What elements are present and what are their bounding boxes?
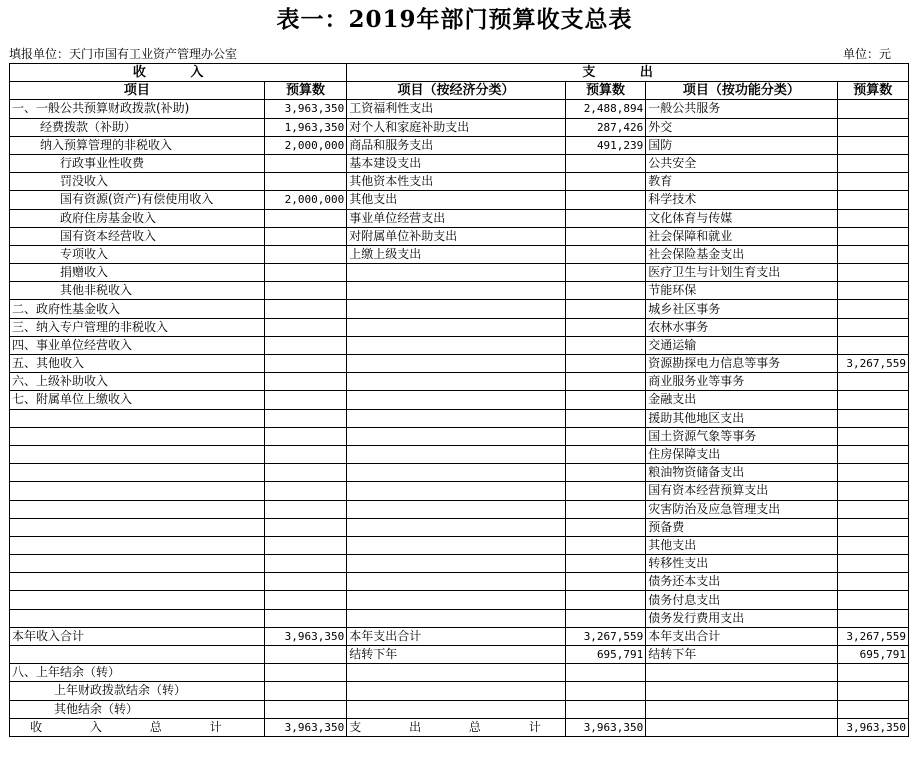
income-amount-cell [264, 336, 346, 354]
func-amount-cell: 3,267,559 [837, 355, 908, 373]
income-item-cell: 上年财政拨款结余（转） [10, 682, 265, 700]
income-item-cell [10, 518, 265, 536]
econ-item-cell [347, 482, 565, 500]
table-row [10, 191, 909, 209]
econ-item-cell: 其他资本性支出 [347, 173, 565, 191]
income-item-cell: 其他非税收入 [10, 282, 265, 300]
econ-amount-cell [565, 445, 646, 463]
func-amount-cell [837, 209, 908, 227]
econ-item-cell: 对附属单位补助支出 [347, 227, 565, 245]
income-item-cell: 五、其他收入 [10, 355, 265, 373]
table-row [10, 427, 909, 445]
econ-amount-cell [565, 227, 646, 245]
econ-amount-cell [565, 409, 646, 427]
table-row [10, 555, 909, 573]
func-item-cell: 债务付息支出 [646, 591, 837, 609]
econ-item-cell: 基本建设支出 [347, 154, 565, 172]
income-item-cell [10, 536, 265, 554]
income-amount-cell: 1,963,350 [264, 118, 346, 136]
income-item-cell [10, 609, 265, 627]
income-item-cell: 国有资源(资产)有偿使用收入 [10, 191, 265, 209]
table-row [10, 227, 909, 245]
econ-amount-cell [565, 573, 646, 591]
econ-item-cell [347, 464, 565, 482]
table-row [10, 209, 909, 227]
econ-item-cell [347, 373, 565, 391]
func-amount-cell [837, 682, 908, 700]
income-amount-cell: 2,000,000 [264, 136, 346, 154]
income-amount-cell [264, 264, 346, 282]
func-amount-cell [837, 191, 908, 209]
econ-item-cell [347, 664, 565, 682]
income-item-cell [10, 555, 265, 573]
econ-item-cell: 本年支出合计 [347, 627, 565, 645]
income-amount-cell [264, 500, 346, 518]
income-header: 收 入 [10, 64, 347, 82]
func-item-cell: 本年支出合计 [646, 627, 837, 645]
func-amount-cell [837, 609, 908, 627]
func-item-cell: 外交 [646, 118, 837, 136]
func-amount-cell [837, 573, 908, 591]
income-item-cell: 本年收入合计 [10, 627, 265, 645]
econ-item-cell [347, 500, 565, 518]
income-amount-cell [264, 409, 346, 427]
income-amount-cell [264, 245, 346, 263]
func-item-cell: 国有资本经营预算支出 [646, 482, 837, 500]
func-item-cell: 国防 [646, 136, 837, 154]
income-item-cell [10, 500, 265, 518]
econ-amount-cell: 287,426 [565, 118, 646, 136]
income-amount-cell [264, 154, 346, 172]
econ-amount-cell: 491,239 [565, 136, 646, 154]
income-item-cell: 收 入 总 计 [10, 718, 265, 736]
income-amount-cell [264, 536, 346, 554]
income-item-cell: 二、政府性基金收入 [10, 300, 265, 318]
table-row [10, 464, 909, 482]
func-item-cell: 预备费 [646, 518, 837, 536]
table-row [10, 173, 909, 191]
econ-amount-cell [565, 591, 646, 609]
econ-amount-cell: 3,267,559 [565, 627, 646, 645]
econ-amount-cell [565, 555, 646, 573]
func-item-cell: 城乡社区事务 [646, 300, 837, 318]
income-amount-cell [264, 391, 346, 409]
col-header-item: 项目 [10, 82, 265, 100]
func-amount-cell [837, 318, 908, 336]
func-amount-cell [837, 245, 908, 263]
econ-amount-cell [565, 482, 646, 500]
income-item-cell: 一、一般公共预算财政拨款(补助) [10, 100, 265, 118]
table-row [10, 591, 909, 609]
table-row [10, 627, 909, 645]
func-amount-cell [837, 591, 908, 609]
func-item-cell: 资源勘探电力信息等事务 [646, 355, 837, 373]
func-amount-cell: 3,963,350 [837, 718, 908, 736]
income-amount-cell: 3,963,350 [264, 100, 346, 118]
income-item-cell: 专项收入 [10, 245, 265, 263]
income-amount-cell [264, 300, 346, 318]
func-item-cell: 公共安全 [646, 154, 837, 172]
econ-item-cell: 对个人和家庭补助支出 [347, 118, 565, 136]
table-row [10, 355, 909, 373]
econ-amount-cell [565, 318, 646, 336]
econ-item-cell [347, 391, 565, 409]
income-amount-cell [264, 282, 346, 300]
income-item-cell: 六、上级补助收入 [10, 373, 265, 391]
func-amount-cell [837, 136, 908, 154]
econ-item-cell: 其他支出 [347, 191, 565, 209]
table-row [10, 136, 909, 154]
income-amount-cell [264, 464, 346, 482]
income-amount-cell [264, 373, 346, 391]
func-amount-cell [837, 555, 908, 573]
income-amount-cell [264, 227, 346, 245]
income-item-cell [10, 427, 265, 445]
econ-item-cell [347, 409, 565, 427]
income-item-cell: 三、纳入专户管理的非税收入 [10, 318, 265, 336]
income-item-cell [10, 445, 265, 463]
econ-amount-cell [565, 282, 646, 300]
func-item-cell: 债务还本支出 [646, 573, 837, 591]
econ-amount-cell [565, 173, 646, 191]
econ-item-cell: 工资福利性支出 [347, 100, 565, 118]
income-amount-cell: 3,963,350 [264, 718, 346, 736]
econ-item-cell [347, 264, 565, 282]
table-row [10, 100, 909, 118]
func-amount-cell [837, 536, 908, 554]
econ-amount-cell [565, 609, 646, 627]
income-amount-cell [264, 173, 346, 191]
income-amount-cell [264, 609, 346, 627]
func-item-cell: 金融支出 [646, 391, 837, 409]
income-amount-cell [264, 518, 346, 536]
econ-amount-cell [565, 209, 646, 227]
econ-amount-cell [565, 464, 646, 482]
table-row [10, 682, 909, 700]
income-item-cell [10, 409, 265, 427]
func-amount-cell [837, 227, 908, 245]
income-amount-cell: 3,963,350 [264, 627, 346, 645]
func-amount-cell [837, 154, 908, 172]
income-item-cell [10, 591, 265, 609]
func-item-cell: 转移性支出 [646, 555, 837, 573]
header-row-columns [10, 82, 909, 100]
func-item-cell: 节能环保 [646, 282, 837, 300]
func-item-cell: 灾害防治及应急管理支出 [646, 500, 837, 518]
func-amount-cell [837, 264, 908, 282]
table-row [10, 300, 909, 318]
func-item-cell: 教育 [646, 173, 837, 191]
func-item-cell: 国土资源气象等事务 [646, 427, 837, 445]
income-item-cell: 经费拨款（补助） [10, 118, 265, 136]
income-amount-cell [264, 445, 346, 463]
econ-item-cell [347, 555, 565, 573]
econ-amount-cell [565, 700, 646, 718]
income-item-cell [10, 573, 265, 591]
income-item-cell [10, 646, 265, 664]
table-row [10, 500, 909, 518]
table-row [10, 336, 909, 354]
income-item-cell: 七、附属单位上缴收入 [10, 391, 265, 409]
budget-table [9, 63, 909, 737]
func-item-cell: 交通运输 [646, 336, 837, 354]
econ-item-cell [347, 318, 565, 336]
func-item-cell: 结转下年 [646, 646, 837, 664]
econ-amount-cell [565, 336, 646, 354]
func-item-cell [646, 718, 837, 736]
econ-amount-cell: 3,963,350 [565, 718, 646, 736]
budget-table-body [10, 64, 909, 737]
col-header-income-amount: 预算数 [264, 82, 346, 100]
econ-item-cell: 结转下年 [347, 646, 565, 664]
func-item-cell: 科学技术 [646, 191, 837, 209]
func-item-cell: 其他支出 [646, 536, 837, 554]
currency-unit: 单位：元 [842, 47, 891, 61]
econ-item-cell [347, 609, 565, 627]
func-amount-cell [837, 445, 908, 463]
income-amount-cell [264, 482, 346, 500]
econ-amount-cell [565, 427, 646, 445]
func-amount-cell [837, 300, 908, 318]
func-amount-cell [837, 173, 908, 191]
func-amount-cell [837, 700, 908, 718]
table-row [10, 700, 909, 718]
income-item-cell: 国有资本经营收入 [10, 227, 265, 245]
table-row [10, 391, 909, 409]
econ-item-cell: 支 出 总 计 [347, 718, 565, 736]
func-item-cell: 社会保险基金支出 [646, 245, 837, 263]
income-amount-cell [264, 664, 346, 682]
econ-item-cell [347, 282, 565, 300]
func-amount-cell [837, 500, 908, 518]
table-row [10, 318, 909, 336]
func-amount-cell [837, 118, 908, 136]
income-item-cell: 捐赠收入 [10, 264, 265, 282]
econ-amount-cell [565, 355, 646, 373]
table-row [10, 154, 909, 172]
func-item-cell: 一般公共服务 [646, 100, 837, 118]
func-amount-cell [837, 518, 908, 536]
econ-amount-cell [565, 391, 646, 409]
income-amount-cell [264, 591, 346, 609]
func-amount-cell [837, 100, 908, 118]
income-item-cell: 罚没收入 [10, 173, 265, 191]
econ-item-cell [347, 300, 565, 318]
func-item-cell: 援助其他地区支出 [646, 409, 837, 427]
econ-amount-cell [565, 518, 646, 536]
expense-header: 支 出 [347, 64, 909, 82]
func-item-cell [646, 682, 837, 700]
econ-item-cell [347, 573, 565, 591]
income-amount-cell [264, 646, 346, 664]
income-amount-cell [264, 209, 346, 227]
econ-item-cell [347, 336, 565, 354]
reporting-unit: 填报单位：天门市国有工业资产管理办公室 [9, 47, 238, 61]
econ-amount-cell: 695,791 [565, 646, 646, 664]
func-item-cell: 医疗卫生与计划生育支出 [646, 264, 837, 282]
income-amount-cell [264, 682, 346, 700]
table-row [10, 518, 909, 536]
income-amount-cell [264, 427, 346, 445]
col-header-func-amount: 预算数 [837, 82, 908, 100]
table-row [10, 282, 909, 300]
table-row [10, 373, 909, 391]
income-amount-cell [264, 573, 346, 591]
func-amount-cell: 695,791 [837, 646, 908, 664]
table-row [10, 118, 909, 136]
income-amount-cell [264, 318, 346, 336]
func-amount-cell [837, 664, 908, 682]
func-item-cell: 债务发行费用支出 [646, 609, 837, 627]
econ-amount-cell [565, 300, 646, 318]
econ-item-cell [347, 518, 565, 536]
func-amount-cell [837, 373, 908, 391]
table-row [10, 718, 909, 736]
econ-item-cell: 商品和服务支出 [347, 136, 565, 154]
col-header-func-item: 项目（按功能分类） [646, 82, 837, 100]
income-item-cell: 行政事业性收费 [10, 154, 265, 172]
func-amount-cell [837, 464, 908, 482]
econ-item-cell [347, 591, 565, 609]
table-row [10, 609, 909, 627]
econ-amount-cell [565, 264, 646, 282]
econ-amount-cell [565, 191, 646, 209]
income-amount-cell [264, 355, 346, 373]
econ-amount-cell [565, 245, 646, 263]
income-item-cell [10, 482, 265, 500]
econ-item-cell: 上缴上级支出 [347, 245, 565, 263]
table-row [10, 409, 909, 427]
table-row [10, 264, 909, 282]
func-item-cell [646, 664, 837, 682]
econ-amount-cell [565, 536, 646, 554]
econ-item-cell [347, 355, 565, 373]
func-item-cell: 商业服务业等事务 [646, 373, 837, 391]
econ-amount-cell [565, 154, 646, 172]
econ-amount-cell: 2,488,894 [565, 100, 646, 118]
table-row [10, 664, 909, 682]
header-row-group [10, 64, 909, 82]
func-amount-cell: 3,267,559 [837, 627, 908, 645]
econ-amount-cell [565, 373, 646, 391]
table-row [10, 245, 909, 263]
func-amount-cell [837, 427, 908, 445]
econ-item-cell [347, 536, 565, 554]
income-item-cell: 其他结余（转） [10, 700, 265, 718]
econ-amount-cell [565, 664, 646, 682]
col-header-econ-item: 项目（按经济分类） [347, 82, 565, 100]
econ-item-cell [347, 682, 565, 700]
func-item-cell: 文化体育与传媒 [646, 209, 837, 227]
table-row [10, 536, 909, 554]
table-row [10, 482, 909, 500]
econ-item-cell [347, 700, 565, 718]
income-item-cell: 政府住房基金收入 [10, 209, 265, 227]
func-item-cell: 粮油物资储备支出 [646, 464, 837, 482]
income-item-cell: 纳入预算管理的非税收入 [10, 136, 265, 154]
income-amount-cell [264, 700, 346, 718]
func-amount-cell [837, 409, 908, 427]
page-title: 表一：2019年部门预算收支总表 [276, 6, 633, 33]
income-amount-cell [264, 555, 346, 573]
income-item-cell [10, 464, 265, 482]
func-item-cell: 农林水事务 [646, 318, 837, 336]
income-item-cell: 四、事业单位经营收入 [10, 336, 265, 354]
col-header-econ-amount: 预算数 [565, 82, 646, 100]
func-item-cell: 社会保障和就业 [646, 227, 837, 245]
func-item-cell [646, 700, 837, 718]
econ-item-cell [347, 427, 565, 445]
table-row [10, 646, 909, 664]
econ-item-cell [347, 445, 565, 463]
econ-amount-cell [565, 682, 646, 700]
econ-amount-cell [565, 500, 646, 518]
func-amount-cell [837, 282, 908, 300]
table-row [10, 573, 909, 591]
table-row [10, 445, 909, 463]
econ-item-cell: 事业单位经营支出 [347, 209, 565, 227]
income-item-cell: 八、上年结余（转） [10, 664, 265, 682]
func-amount-cell [837, 336, 908, 354]
func-item-cell: 住房保障支出 [646, 445, 837, 463]
func-amount-cell [837, 482, 908, 500]
income-amount-cell: 2,000,000 [264, 191, 346, 209]
func-amount-cell [837, 391, 908, 409]
